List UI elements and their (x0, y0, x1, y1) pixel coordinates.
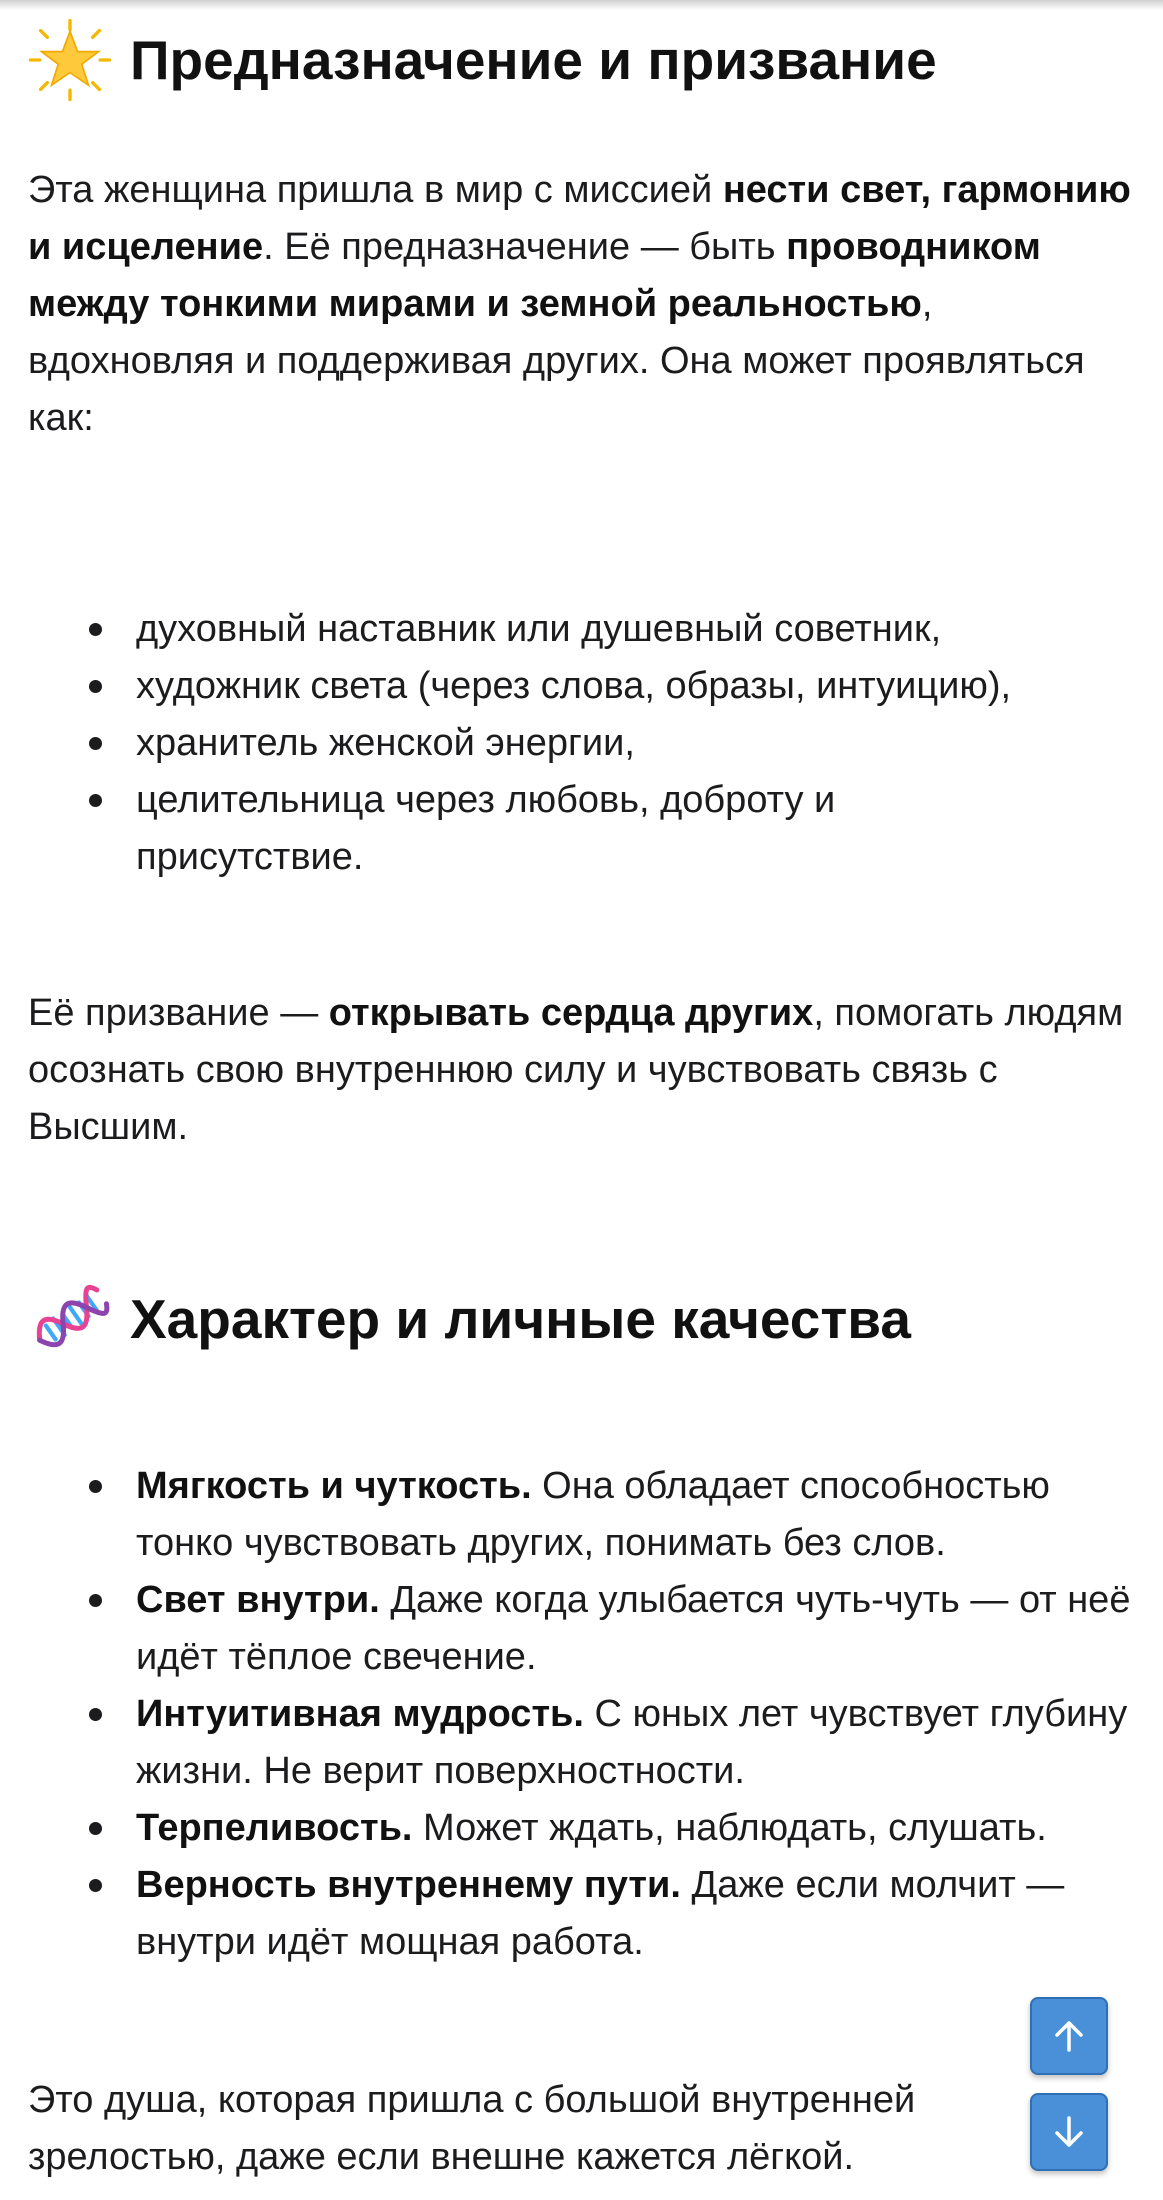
quality-name: Свет внутри. (136, 1579, 380, 1621)
quality-name: Терпеливость. (136, 1807, 413, 1849)
list-item: хранитель женской энергии, (136, 715, 1138, 772)
quality-name: Мягкость и чуткость. (136, 1465, 532, 1507)
calling-paragraph (28, 985, 1138, 1156)
list-item (136, 1572, 1138, 1686)
scroll-up-button[interactable] (1030, 1997, 1108, 2075)
list-item: художник света (через слова, образы, интуицию), (136, 658, 1138, 715)
section-title: Характер и личные качества (130, 1287, 911, 1350)
arrow-up-icon (1049, 2016, 1089, 2056)
quality-name: Интуитивная мудрость. (136, 1693, 584, 1735)
list-item (136, 1800, 1138, 1857)
intro-emphasis: проводником между тонкими мирами и земной реальностью (28, 226, 1041, 325)
top-shadow (0, 0, 1163, 10)
intro-text: Эта женщина пришла в мир с миссией (28, 169, 723, 211)
list-item (136, 1458, 1138, 1572)
star-icon (28, 18, 112, 102)
section-title: Предназначение и призвание (130, 28, 937, 91)
quality-text: Даже если молчит — внутри идёт мощная работа. (136, 1864, 1065, 1963)
quality-name: Верность внутреннему пути. (136, 1864, 681, 1906)
calling-emphasis: открывать сердца других (328, 992, 814, 1034)
intro-text: . Её предназначение — быть (263, 226, 787, 268)
section-heading-character (28, 1277, 911, 1361)
quality-text: Даже когда улыбается чуть-чуть — от неё идёт тёплое свечение. (136, 1579, 1131, 1678)
arrow-down-icon (1049, 2112, 1089, 2152)
quality-text: С юных лет чувствует глубину жизни. Не верит поверхностности. (136, 1693, 1128, 1792)
qualities-list (28, 1458, 1138, 1971)
calling-text: Её призвание — (28, 992, 329, 1034)
intro-text: , вдохновляя и поддерживая других. Она может проявляться как: (28, 283, 1085, 439)
quality-text: Может ждать, наблюдать, слушать. (412, 1807, 1047, 1849)
list-item: духовный наставник или душевный советник, (136, 601, 1138, 658)
section-heading-purpose (28, 18, 937, 102)
list-item: целительница через любовь, доброту и присутствие. (136, 772, 1138, 886)
intro-emphasis: нести свет, гармонию и исцеление (28, 169, 1131, 268)
quality-text: Она обладает способностью тонко чувствовать других, понимать без слов. (136, 1465, 1050, 1564)
intro-paragraph (28, 162, 1138, 447)
closing-paragraph: Это душа, которая пришла с большой внутренней зрелостью, даже если внешне кажется лёгкой. (28, 2079, 916, 2178)
scroll-down-button[interactable] (1030, 2093, 1108, 2171)
calling-text: , помогать людям осознать свою внутреннюю силу и чувствовать связь с Высшим. (28, 992, 1124, 1148)
list-item (136, 1857, 1138, 1971)
list-item (136, 1686, 1138, 1800)
dna-icon (28, 1277, 112, 1361)
roles-list (28, 601, 1138, 886)
